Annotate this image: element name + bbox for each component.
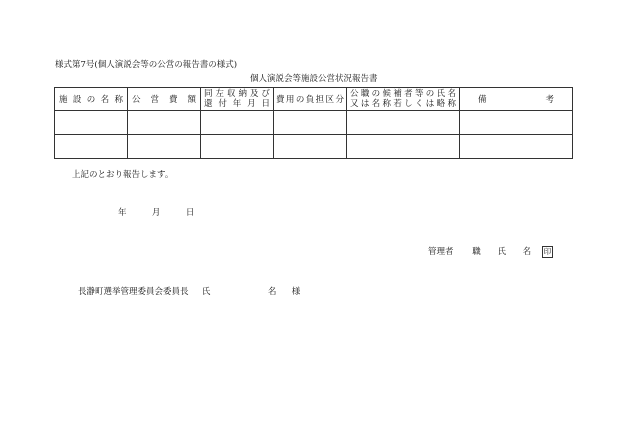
table-cell	[460, 111, 573, 135]
table-header-row	[55, 88, 573, 111]
manager-signature	[428, 245, 567, 258]
form-label: 様式第7号(個人演説会等の公営の報告書の様式)	[55, 60, 238, 70]
addressee-name: 名	[267, 287, 277, 297]
report-statement: 上記のとおり報告します。	[72, 170, 174, 180]
header-candidate-name: 公 職 の 候 補 者 等 の 氏 名 又 は 名 称 若 し く は 略 称	[347, 88, 460, 111]
seal-mark: 印	[543, 247, 552, 256]
report-table	[54, 87, 573, 159]
header-public-expense: 公 営 費 額	[128, 88, 201, 111]
table-cell	[201, 135, 274, 159]
date-month: 月	[151, 208, 161, 218]
table-row	[55, 135, 573, 159]
table-cell	[460, 135, 573, 159]
table-cell	[55, 111, 128, 135]
given-name-label: 名	[522, 247, 532, 257]
addressee-honorific: 様	[291, 287, 301, 297]
table-row	[55, 111, 573, 135]
addressee-title: 長瀞町選挙管理委員会委員長	[78, 287, 189, 297]
table-cell	[55, 135, 128, 159]
header-refund-date: 同 左 収 納 及 び 還 付 年 月 日	[201, 88, 274, 111]
date-year: 年	[118, 208, 127, 218]
header-remarks: 備 考	[460, 88, 573, 111]
addressee-surname: 氏	[201, 287, 211, 297]
date-line	[118, 206, 194, 218]
header-facility-name: 施 設 の 名 称	[55, 88, 128, 111]
table-cell	[128, 111, 201, 135]
addressee-line	[78, 285, 300, 297]
table-cell	[274, 111, 347, 135]
document-title: 個人演説会等施設公営状況報告書	[250, 74, 378, 84]
header-cost-burden: 費 用 の 負 担 区 分	[274, 88, 347, 111]
surname-label: 氏	[497, 247, 506, 257]
manager-label: 管理者	[428, 247, 454, 257]
title-label: 職	[472, 247, 481, 257]
date-day: 日	[185, 208, 195, 218]
table-cell	[128, 135, 201, 159]
table-cell	[201, 111, 274, 135]
table-cell	[274, 135, 347, 159]
table-cell	[347, 111, 460, 135]
table-cell	[347, 135, 460, 159]
